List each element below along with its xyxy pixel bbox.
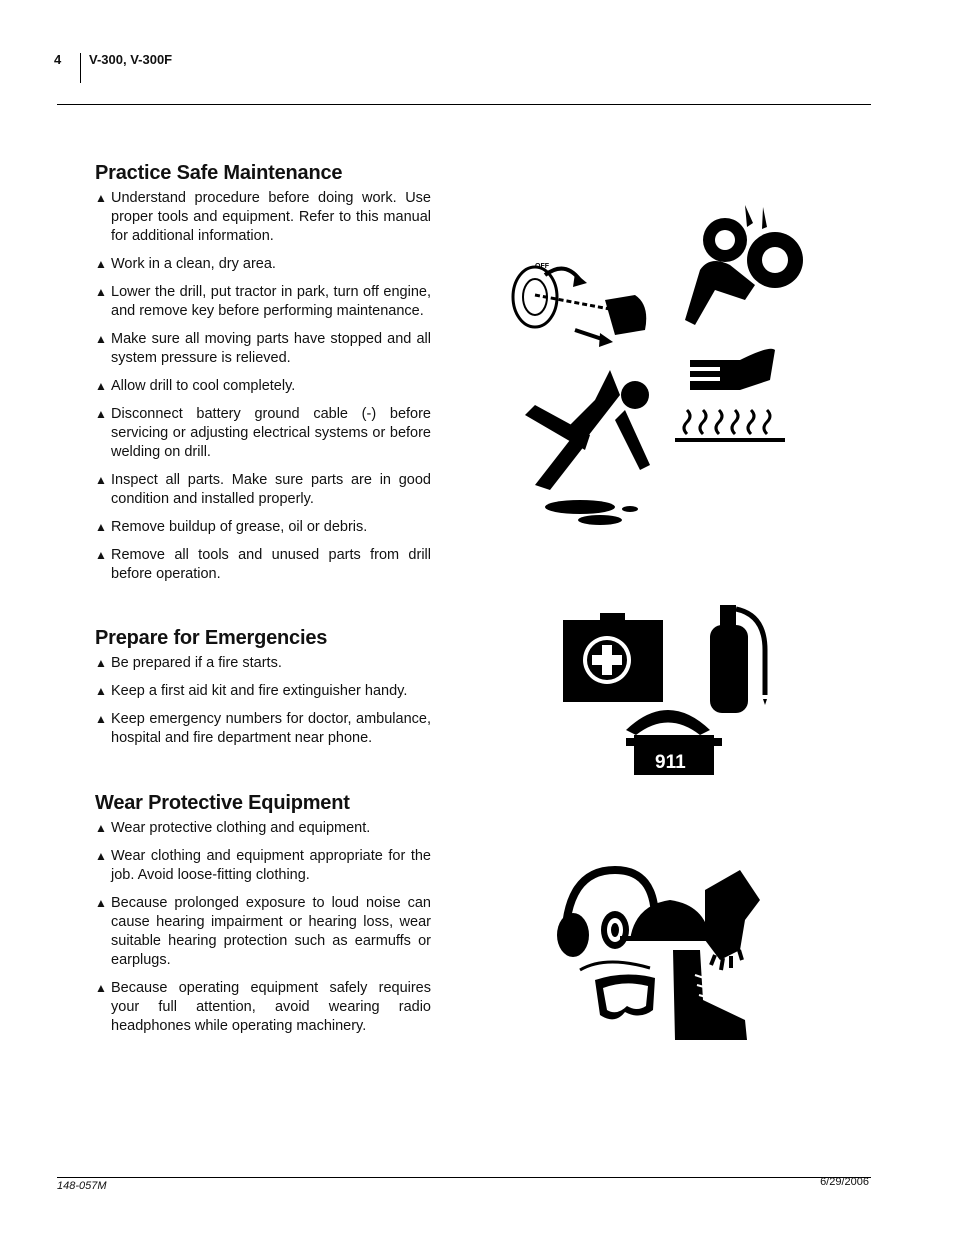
document-number: 148-057M (57, 1180, 107, 1192)
header-rule (57, 104, 871, 105)
publish-date: 6/29/2006 (820, 1176, 869, 1188)
list-item (95, 979, 431, 1036)
bullet-icon: ▲ (95, 407, 107, 421)
slip-fall-icon (525, 370, 650, 525)
hot-surface-icon (675, 349, 785, 442)
bullet-icon: ▲ (95, 712, 107, 726)
bullet-icon: ▲ (95, 849, 107, 863)
section-title: Wear Protective Equipment (95, 792, 350, 814)
first-aid-kit-icon (563, 613, 663, 702)
bullet-list (95, 189, 431, 584)
key-switch-label: OFF (535, 263, 549, 270)
bullet-list (95, 654, 431, 748)
list-item-text: Work in a clean, dry area. (111, 256, 276, 272)
list-item-text: Remove all tools and unused parts from drill before operation. (111, 547, 431, 582)
maintenance-illustration (505, 195, 815, 535)
footer-rule (57, 1177, 871, 1178)
bullet-icon: ▲ (95, 379, 107, 393)
bullet-icon: ▲ (95, 257, 107, 271)
list-item (95, 189, 431, 246)
list-item-text: Keep emergency numbers for doctor, ambulance, hospital and fire department near phone. (111, 711, 431, 746)
list-item (95, 546, 431, 584)
bullet-icon: ▲ (95, 473, 107, 487)
section-protective-equipment (95, 792, 431, 1045)
section-safe-maintenance (95, 162, 431, 593)
bullet-icon: ▲ (95, 896, 107, 910)
list-item (95, 819, 431, 838)
model-name: V-300, V-300F (89, 52, 173, 67)
section-title: Practice Safe Maintenance (95, 162, 343, 184)
list-item-text: Lower the drill, put tractor in park, turn off engine, and remove key before performing maintenance. (111, 284, 431, 319)
list-item-text: Wear protective clothing and equipment. (111, 820, 371, 836)
emergency-illustration (560, 595, 775, 780)
list-item (95, 710, 431, 748)
bullet-icon: ▲ (95, 191, 107, 205)
list-item-text: Understand procedure before doing work. Use proper tools and equipment. Refer to this manual for additional information. (111, 190, 431, 244)
key-off-icon (513, 263, 646, 347)
bullet-icon: ▲ (95, 821, 107, 835)
list-item (95, 894, 431, 970)
gloves-icon (705, 870, 760, 970)
hard-hat-icon (620, 900, 715, 941)
list-item-text: Disconnect battery ground cable (-) before servicing or adjusting electrical systems or before welding on drill. (111, 406, 431, 460)
list-item (95, 654, 431, 673)
bullet-icon: ▲ (95, 548, 107, 562)
list-item-text: Be prepared if a fire starts. (111, 655, 282, 671)
list-item-text: Remove buildup of grease, oil or debris. (111, 519, 368, 535)
section-title: Prepare for Emergencies (95, 627, 328, 649)
safety-goggles-icon (580, 962, 655, 1019)
gear-entanglement-icon (680, 200, 810, 330)
list-item-text: Because operating equipment safely requires your full attention, avoid wearing radio headphones while operating machinery. (111, 980, 431, 1034)
list-item-text: Wear clothing and equipment appropriate for the job. Avoid loose-fitting clothing. (111, 848, 431, 883)
list-item-text: Because prolonged exposure to loud noise can cause hearing impairment or hearing loss, wear suitable hearing protection such as earmuffs or earplugs. (111, 895, 431, 968)
list-item (95, 405, 431, 462)
header-divider (80, 53, 81, 83)
list-item-text: Keep a first aid kit and fire extinguisher handy. (111, 683, 408, 699)
list-item (95, 518, 431, 537)
phone-number: 911 (655, 752, 686, 773)
list-item (95, 330, 431, 368)
section-emergencies (95, 627, 431, 757)
bullet-icon: ▲ (95, 684, 107, 698)
ppe-illustration (555, 860, 770, 1045)
ear-muffs-icon (557, 870, 655, 957)
list-item (95, 283, 431, 321)
list-item-text: Allow drill to cool completely. (111, 378, 296, 394)
bullet-icon: ▲ (95, 656, 107, 670)
list-item (95, 377, 431, 396)
list-item (95, 847, 431, 885)
fire-extinguisher-icon (710, 605, 767, 713)
bullet-icon: ▲ (95, 981, 107, 995)
bullet-icon: ▲ (95, 285, 107, 299)
list-item-text: Inspect all parts. Make sure parts are in good condition and installed properly. (111, 472, 431, 507)
list-item (95, 255, 431, 274)
list-item (95, 471, 431, 509)
bullet-icon: ▲ (95, 332, 107, 346)
page-number: 4 (54, 52, 62, 67)
list-item (95, 682, 431, 701)
bullet-icon: ▲ (95, 520, 107, 534)
list-item-text: Make sure all moving parts have stopped and all system pressure is relieved. (111, 331, 431, 366)
telephone-911-icon (626, 710, 722, 775)
bullet-list (95, 819, 431, 1036)
